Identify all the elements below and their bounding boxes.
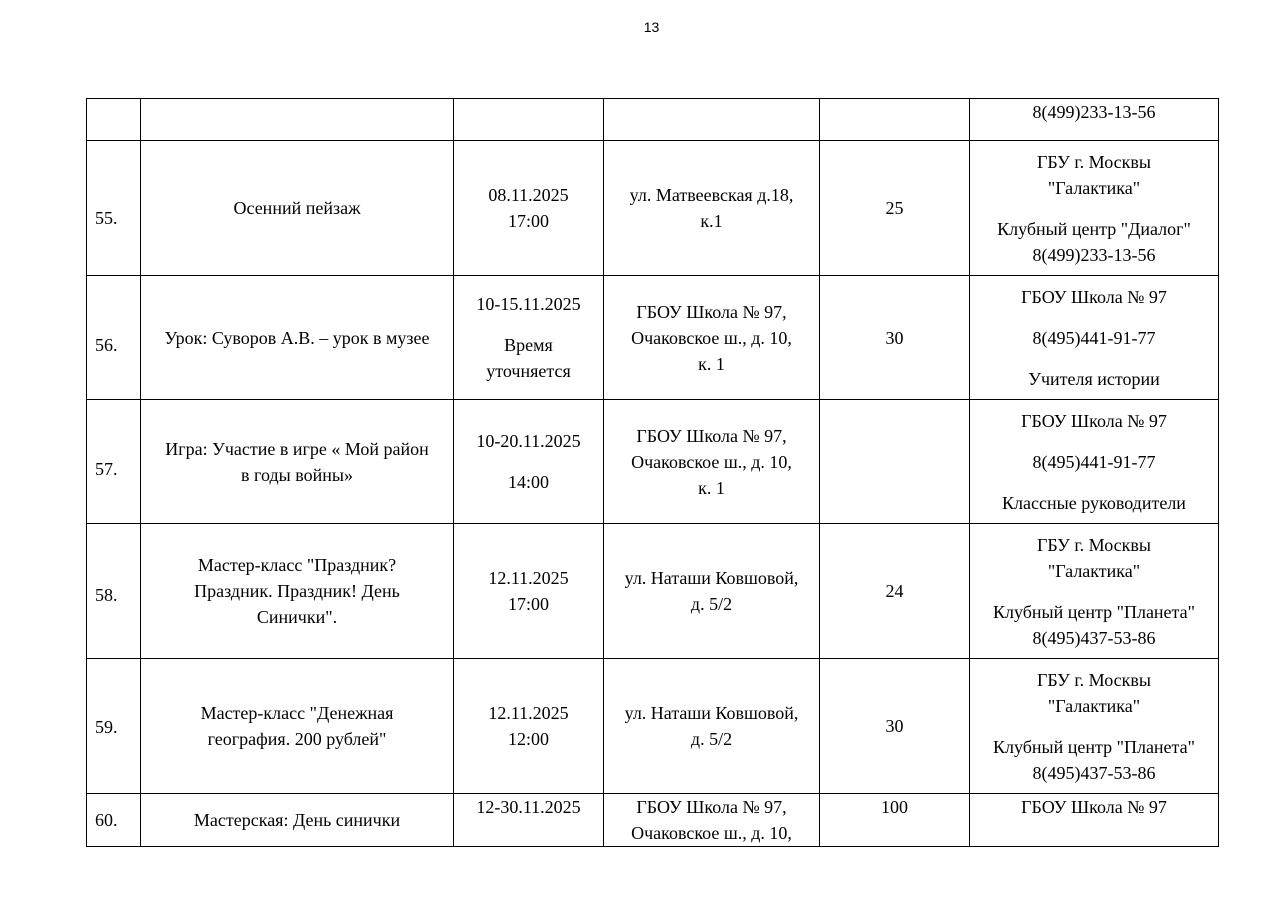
- table-row: [87, 141, 1219, 276]
- row-number: 60.: [87, 794, 141, 847]
- table-row: [87, 400, 1219, 524]
- organizer-line: ГБОУ Школа № 97: [1021, 410, 1167, 431]
- event-organizer: [970, 141, 1219, 276]
- address-line: д. 5/2: [690, 729, 733, 749]
- organizer-line: ГБОУ Школа № 97: [1021, 286, 1167, 307]
- row-number: 57.: [87, 400, 141, 524]
- address-line: ул. Наташи Ковшовой,: [624, 568, 799, 588]
- title-cell: [141, 99, 454, 141]
- event-organizer: [970, 276, 1219, 400]
- time-line: Время: [504, 335, 553, 355]
- participants-count: 100: [820, 794, 970, 847]
- event-title: [141, 276, 454, 400]
- event-title-line: Осенний пейзаж: [233, 198, 361, 218]
- time-line: 17:00: [507, 211, 549, 231]
- event-date: [454, 794, 604, 847]
- table-row: [87, 276, 1219, 400]
- event-date: [454, 400, 604, 524]
- event-title-line: Синички".: [256, 607, 338, 627]
- row-number: 55.: [87, 141, 141, 276]
- organizer-line: ГБУ г. Москвы: [1036, 534, 1152, 555]
- participants-count: 25: [820, 141, 970, 276]
- time-line: уточняется: [486, 361, 571, 381]
- event-address: [604, 524, 820, 659]
- participants-count: 30: [820, 659, 970, 794]
- time-line: 17:00: [507, 594, 549, 614]
- event-date: [454, 524, 604, 659]
- event-date: [454, 141, 604, 276]
- event-title-line: Праздник. Праздник! День: [194, 581, 400, 601]
- event-title: [141, 659, 454, 794]
- organizer-line: Клубный центр "Планета": [993, 601, 1195, 622]
- address-line: Очаковское ш., д. 10,: [631, 823, 792, 843]
- organizer-line: Клубный центр "Диалог": [997, 218, 1191, 239]
- events-table: [86, 98, 1219, 847]
- organizer-line: Классные руководители: [1002, 492, 1186, 513]
- organizer-phone: 8(499)233-13-56: [1032, 102, 1156, 122]
- date-line: 12-30.11.2025: [476, 797, 581, 817]
- date-line: 10-20.11.2025: [476, 431, 581, 451]
- date-line: 12.11.2025: [488, 568, 569, 588]
- table-row: [87, 794, 1219, 847]
- time-line: 14:00: [507, 472, 549, 492]
- table-row: [87, 99, 1219, 141]
- number-cell: [87, 99, 141, 141]
- address-line: д. 5/2: [690, 594, 733, 614]
- participants-count: 24: [820, 524, 970, 659]
- organizer-phone: 8(495)441-91-77: [1032, 451, 1156, 472]
- event-title-line: география. 200 рублей": [207, 729, 387, 749]
- organizer-line: "Галактика": [1047, 177, 1141, 198]
- event-title: [141, 794, 454, 847]
- organizer-line: Учителя истории: [1028, 368, 1160, 389]
- event-address: [604, 276, 820, 400]
- participants-count: [820, 400, 970, 524]
- participants-cell: [820, 99, 970, 141]
- event-title-line: Мастер-класс "Праздник?: [197, 555, 397, 575]
- date-line: 10-15.11.2025: [476, 294, 581, 314]
- organizer-line: Клубный центр "Планета": [993, 736, 1195, 757]
- event-organizer: [970, 524, 1219, 659]
- event-organizer: [970, 659, 1219, 794]
- organizer-line: ГБОУ Школа № 97: [1021, 797, 1167, 817]
- address-line: к.1: [700, 211, 723, 231]
- time-line: 12:00: [507, 729, 549, 749]
- address-line: ул. Наташи Ковшовой,: [624, 703, 799, 723]
- event-organizer: [970, 794, 1219, 847]
- event-organizer: [970, 400, 1219, 524]
- event-address: [604, 400, 820, 524]
- event-address: [604, 794, 820, 847]
- address-line: Очаковское ш., д. 10,: [631, 327, 792, 348]
- organizer-line: ГБУ г. Москвы: [1036, 669, 1152, 690]
- address-line: к. 1: [698, 477, 725, 498]
- organizer-cell: [970, 99, 1219, 141]
- organizer-line: ГБУ г. Москвы: [1036, 151, 1152, 172]
- event-date: [454, 659, 604, 794]
- table-row: [87, 524, 1219, 659]
- page-number: 13: [643, 19, 660, 35]
- date-line: 08.11.2025: [488, 185, 569, 205]
- organizer-phone: 8(495)441-91-77: [1032, 327, 1156, 348]
- organizer-phone: 8(495)437-53-86: [1032, 627, 1156, 648]
- event-title-line: Мастер-класс "Денежная: [200, 703, 394, 723]
- event-address: [604, 659, 820, 794]
- event-title: [141, 524, 454, 659]
- organizer-phone: 8(495)437-53-86: [1032, 762, 1156, 783]
- address-line: ул. Матвеевская д.18,: [629, 185, 794, 205]
- event-title-line: в годы войны»: [241, 464, 353, 485]
- participants-count: 30: [820, 276, 970, 400]
- event-date: [454, 276, 604, 400]
- event-title-line: Игра: Участие в игре « Мой район: [165, 438, 429, 459]
- address-line: ГБОУ Школа № 97,: [636, 425, 787, 446]
- event-title: [141, 141, 454, 276]
- organizer-line: "Галактика": [1047, 695, 1141, 716]
- organizer-line: "Галактика": [1047, 560, 1141, 581]
- event-address: [604, 141, 820, 276]
- table-row: [87, 659, 1219, 794]
- address-line: ГБОУ Школа № 97,: [636, 797, 787, 817]
- address-line: к. 1: [698, 353, 725, 374]
- date-cell: [454, 99, 604, 141]
- event-title: [141, 400, 454, 524]
- row-number: 59.: [87, 659, 141, 794]
- organizer-phone: 8(499)233-13-56: [1032, 244, 1156, 265]
- event-title-line: Мастерская: День синички: [193, 810, 401, 830]
- row-number: 56.: [87, 276, 141, 400]
- address-cell: [604, 99, 820, 141]
- address-line: ГБОУ Школа № 97,: [636, 301, 787, 322]
- date-line: 12.11.2025: [488, 703, 569, 723]
- event-title-line: Урок: Суворов А.В. – урок в музее: [164, 327, 430, 348]
- row-number: 58.: [87, 524, 141, 659]
- address-line: Очаковское ш., д. 10,: [631, 451, 792, 472]
